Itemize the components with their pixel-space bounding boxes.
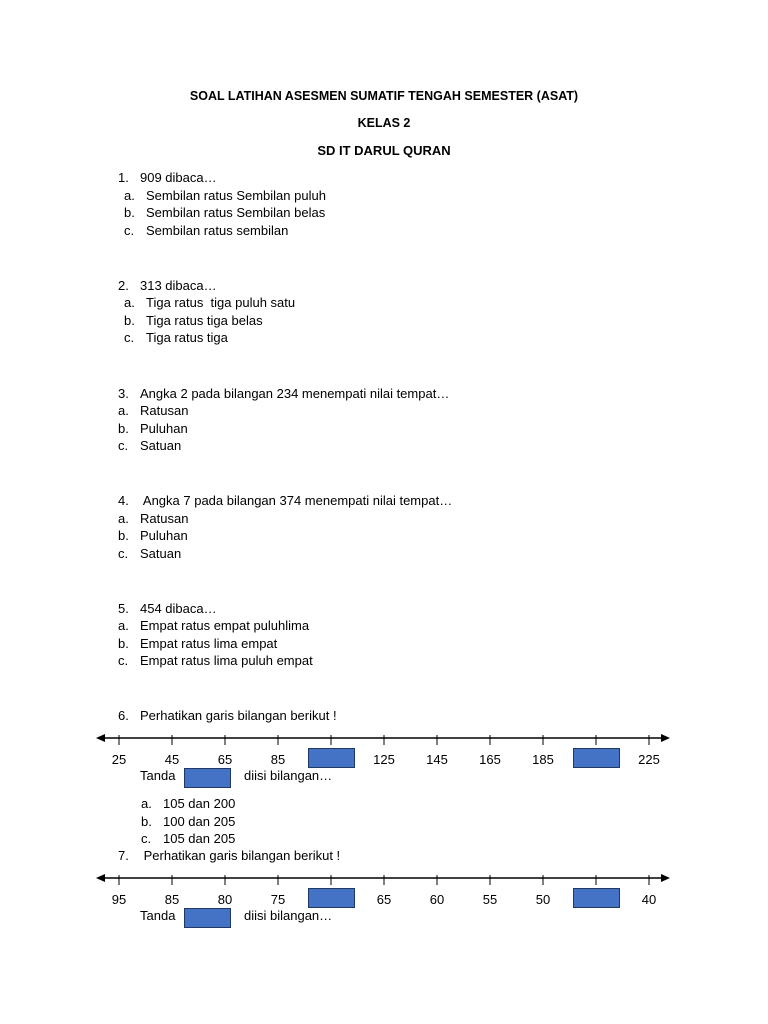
option-text: Sembilan ratus Sembilan belas	[146, 205, 326, 220]
blank-box	[573, 888, 620, 908]
blank-box	[573, 748, 620, 768]
number-line-svg	[96, 868, 670, 888]
tick-label: 75	[270, 892, 286, 907]
blank-box	[308, 748, 355, 768]
blank-box-legend	[184, 908, 231, 928]
arrow-left-icon	[96, 874, 105, 882]
option-label: c.	[118, 546, 129, 561]
blank-box-legend	[184, 768, 231, 788]
option-text: Sembilan ratus sembilan	[146, 223, 289, 238]
tick-label: 25	[111, 752, 127, 767]
option-label: b.	[141, 814, 152, 829]
option-text: Tiga ratus tiga puluh satu	[146, 295, 296, 310]
option-text: Satuan	[140, 546, 182, 561]
option-text: Sembilan ratus Sembilan puluh	[146, 188, 326, 203]
question-text: Perhatikan garis bilangan berikut !	[140, 708, 337, 723]
option-label: a.	[124, 188, 135, 203]
school-name: SD IT DARUL QURAN	[317, 143, 451, 158]
class-label: KELAS 2	[357, 116, 411, 130]
option-text: Empat ratus lima empat	[140, 636, 278, 651]
option-text: Puluhan	[140, 528, 188, 543]
diisi-label: diisi bilangan…	[244, 768, 333, 783]
blank-box	[308, 888, 355, 908]
question-text: Angka 2 pada bilangan 234 menempati nilai tempat…	[140, 386, 450, 401]
option-text: 105 dan 200	[163, 796, 236, 811]
tanda-label: Tanda	[140, 768, 176, 783]
question-number: 1.	[118, 170, 129, 185]
option-label: b.	[124, 313, 135, 328]
document-title: SOAL LATIHAN ASESMEN SUMATIF TENGAH SEMESTER (ASAT)	[189, 89, 579, 103]
question-number: 6.	[118, 708, 129, 723]
option-text: Puluhan	[140, 421, 188, 436]
arrow-left-icon	[96, 734, 105, 742]
tick-label: 95	[111, 892, 127, 907]
question-number: 3.	[118, 386, 129, 401]
option-text: Tiga ratus tiga belas	[146, 313, 263, 328]
tick-label: 145	[426, 752, 448, 767]
question-text: Perhatikan garis bilangan berikut !	[140, 848, 341, 863]
tick-label: 40	[641, 892, 657, 907]
option-text: Satuan	[140, 438, 182, 453]
option-label: b.	[118, 636, 129, 651]
tick-label: 65	[376, 892, 392, 907]
question-number: 7.	[118, 848, 129, 863]
option-label: a.	[124, 295, 135, 310]
tick-label: 185	[532, 752, 554, 767]
diisi-label: diisi bilangan…	[244, 908, 333, 923]
option-text: 105 dan 205	[163, 831, 236, 846]
option-label: c.	[141, 831, 152, 846]
tick-label: 225	[638, 752, 660, 767]
tick-label: 65	[217, 752, 233, 767]
number-line	[96, 728, 670, 748]
tick-label: 55	[482, 892, 498, 907]
tick-label: 165	[479, 752, 501, 767]
arrow-right-icon	[661, 734, 670, 742]
tick-label: 85	[270, 752, 286, 767]
option-text: Empat ratus lima puluh empat	[140, 653, 313, 668]
question-text: 454 dibaca…	[140, 601, 217, 616]
question-number: 5.	[118, 601, 129, 616]
option-label: c.	[124, 330, 135, 345]
number-line	[96, 868, 670, 888]
option-label: a.	[118, 618, 129, 633]
tanda-label: Tanda	[140, 908, 176, 923]
question-text: Angka 7 pada bilangan 374 menempati nilai tempat…	[140, 493, 453, 508]
option-text: Ratusan	[140, 403, 189, 418]
option-label: b.	[118, 421, 129, 436]
option-label: c.	[118, 438, 129, 453]
option-text: Ratusan	[140, 511, 189, 526]
option-text: Empat ratus empat puluhlima	[140, 618, 310, 633]
option-label: b.	[118, 528, 129, 543]
question-text: 909 dibaca…	[140, 170, 217, 185]
option-label: b.	[124, 205, 135, 220]
question-number: 2.	[118, 278, 129, 293]
option-label: a.	[118, 403, 129, 418]
option-label: c.	[118, 653, 129, 668]
tick-label: 80	[217, 892, 233, 907]
tick-label: 60	[429, 892, 445, 907]
question-number: 4.	[118, 493, 129, 508]
option-text: 100 dan 205	[163, 814, 236, 829]
tick-label: 85	[164, 892, 180, 907]
tick-label: 50	[535, 892, 551, 907]
option-label: a.	[141, 796, 152, 811]
question-text: 313 dibaca…	[140, 278, 217, 293]
option-label: c.	[124, 223, 135, 238]
arrow-right-icon	[661, 874, 670, 882]
option-label: a.	[118, 511, 129, 526]
tick-label: 45	[164, 752, 180, 767]
number-line-svg	[96, 728, 670, 748]
tick-label: 125	[373, 752, 395, 767]
option-text: Tiga ratus tiga	[146, 330, 228, 345]
